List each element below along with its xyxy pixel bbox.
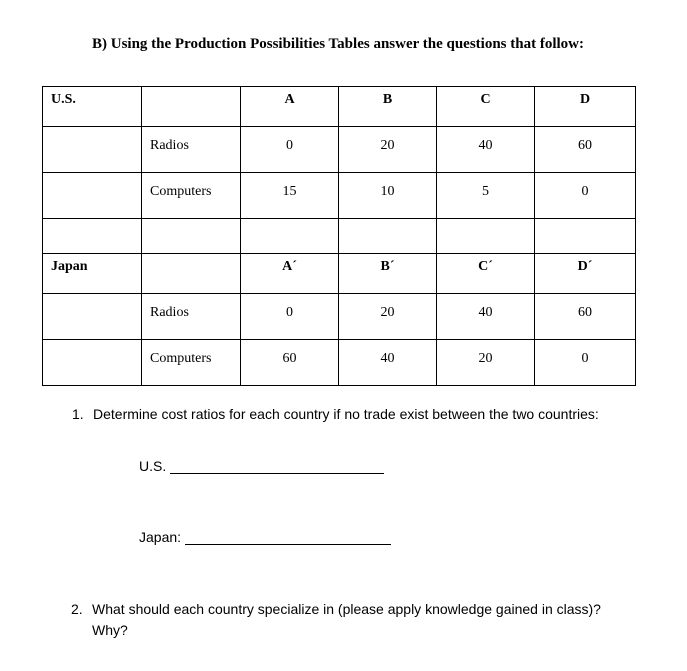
us-radios-c: 40 xyxy=(437,127,535,173)
us-option-d: D xyxy=(535,87,636,127)
empty-cell xyxy=(142,254,241,294)
japan-radios-row xyxy=(43,294,636,340)
us-radios-d: 60 xyxy=(535,127,636,173)
japan-radios-a: 0 xyxy=(241,294,339,340)
japan-radios-c: 40 xyxy=(437,294,535,340)
us-radios-row xyxy=(43,127,636,173)
spacer-row xyxy=(43,219,636,254)
us-computers-a: 15 xyxy=(241,173,339,219)
us-option-b: B xyxy=(339,87,437,127)
japan-answer-line[interactable] xyxy=(185,530,391,545)
empty-cell xyxy=(43,173,142,219)
us-computers-c: 5 xyxy=(437,173,535,219)
japan-option-c: C´ xyxy=(437,254,535,294)
japan-radios-b: 20 xyxy=(339,294,437,340)
us-computers-b: 10 xyxy=(339,173,437,219)
japan-computers-a: 60 xyxy=(241,340,339,386)
empty-cell xyxy=(437,219,535,254)
japan-radios-label: Radios xyxy=(142,294,241,340)
japan-radios-d: 60 xyxy=(535,294,636,340)
empty-cell xyxy=(142,219,241,254)
worksheet-heading: B) Using the Production Possibilities Tables answer the questions that follow: xyxy=(92,36,585,52)
empty-cell xyxy=(535,219,636,254)
question-2 xyxy=(71,599,601,641)
us-answer-field[interactable] xyxy=(139,458,384,474)
question-1-number: 1. xyxy=(72,406,84,422)
japan-country-label: Japan xyxy=(43,254,142,294)
question-2-continuation: Why? xyxy=(92,622,128,638)
us-computers-label: Computers xyxy=(142,173,241,219)
us-option-a: A xyxy=(241,87,339,127)
empty-cell xyxy=(142,87,241,127)
japan-computers-c: 20 xyxy=(437,340,535,386)
japan-option-a: A´ xyxy=(241,254,339,294)
empty-cell xyxy=(241,219,339,254)
us-answer-line[interactable] xyxy=(170,459,384,474)
us-country-label: U.S. xyxy=(43,87,142,127)
us-radios-label: Radios xyxy=(142,127,241,173)
empty-cell xyxy=(339,219,437,254)
empty-cell xyxy=(43,294,142,340)
japan-computers-label: Computers xyxy=(142,340,241,386)
empty-cell xyxy=(43,127,142,173)
japan-answer-field[interactable] xyxy=(139,529,391,545)
question-1 xyxy=(72,406,599,422)
us-header-row xyxy=(43,87,636,127)
japan-computers-row xyxy=(43,340,636,386)
japan-answer-label: Japan: xyxy=(139,529,182,545)
us-radios-a: 0 xyxy=(241,127,339,173)
us-radios-b: 20 xyxy=(339,127,437,173)
empty-cell xyxy=(43,219,142,254)
us-answer-label: U.S. xyxy=(139,458,167,474)
production-possibilities-table xyxy=(42,86,636,386)
question-2-text: What should each country specialize in (please apply knowledge gained in class)? xyxy=(92,601,601,617)
japan-computers-d: 0 xyxy=(535,340,636,386)
japan-header-row xyxy=(43,254,636,294)
question-1-text: Determine cost ratios for each country if no trade exist between the two countries: xyxy=(93,406,599,422)
us-computers-row xyxy=(43,173,636,219)
empty-cell xyxy=(43,340,142,386)
us-computers-d: 0 xyxy=(535,173,636,219)
japan-option-b: B´ xyxy=(339,254,437,294)
japan-computers-b: 40 xyxy=(339,340,437,386)
japan-option-d: D´ xyxy=(535,254,636,294)
question-2-number: 2. xyxy=(71,601,83,617)
us-option-c: C xyxy=(437,87,535,127)
